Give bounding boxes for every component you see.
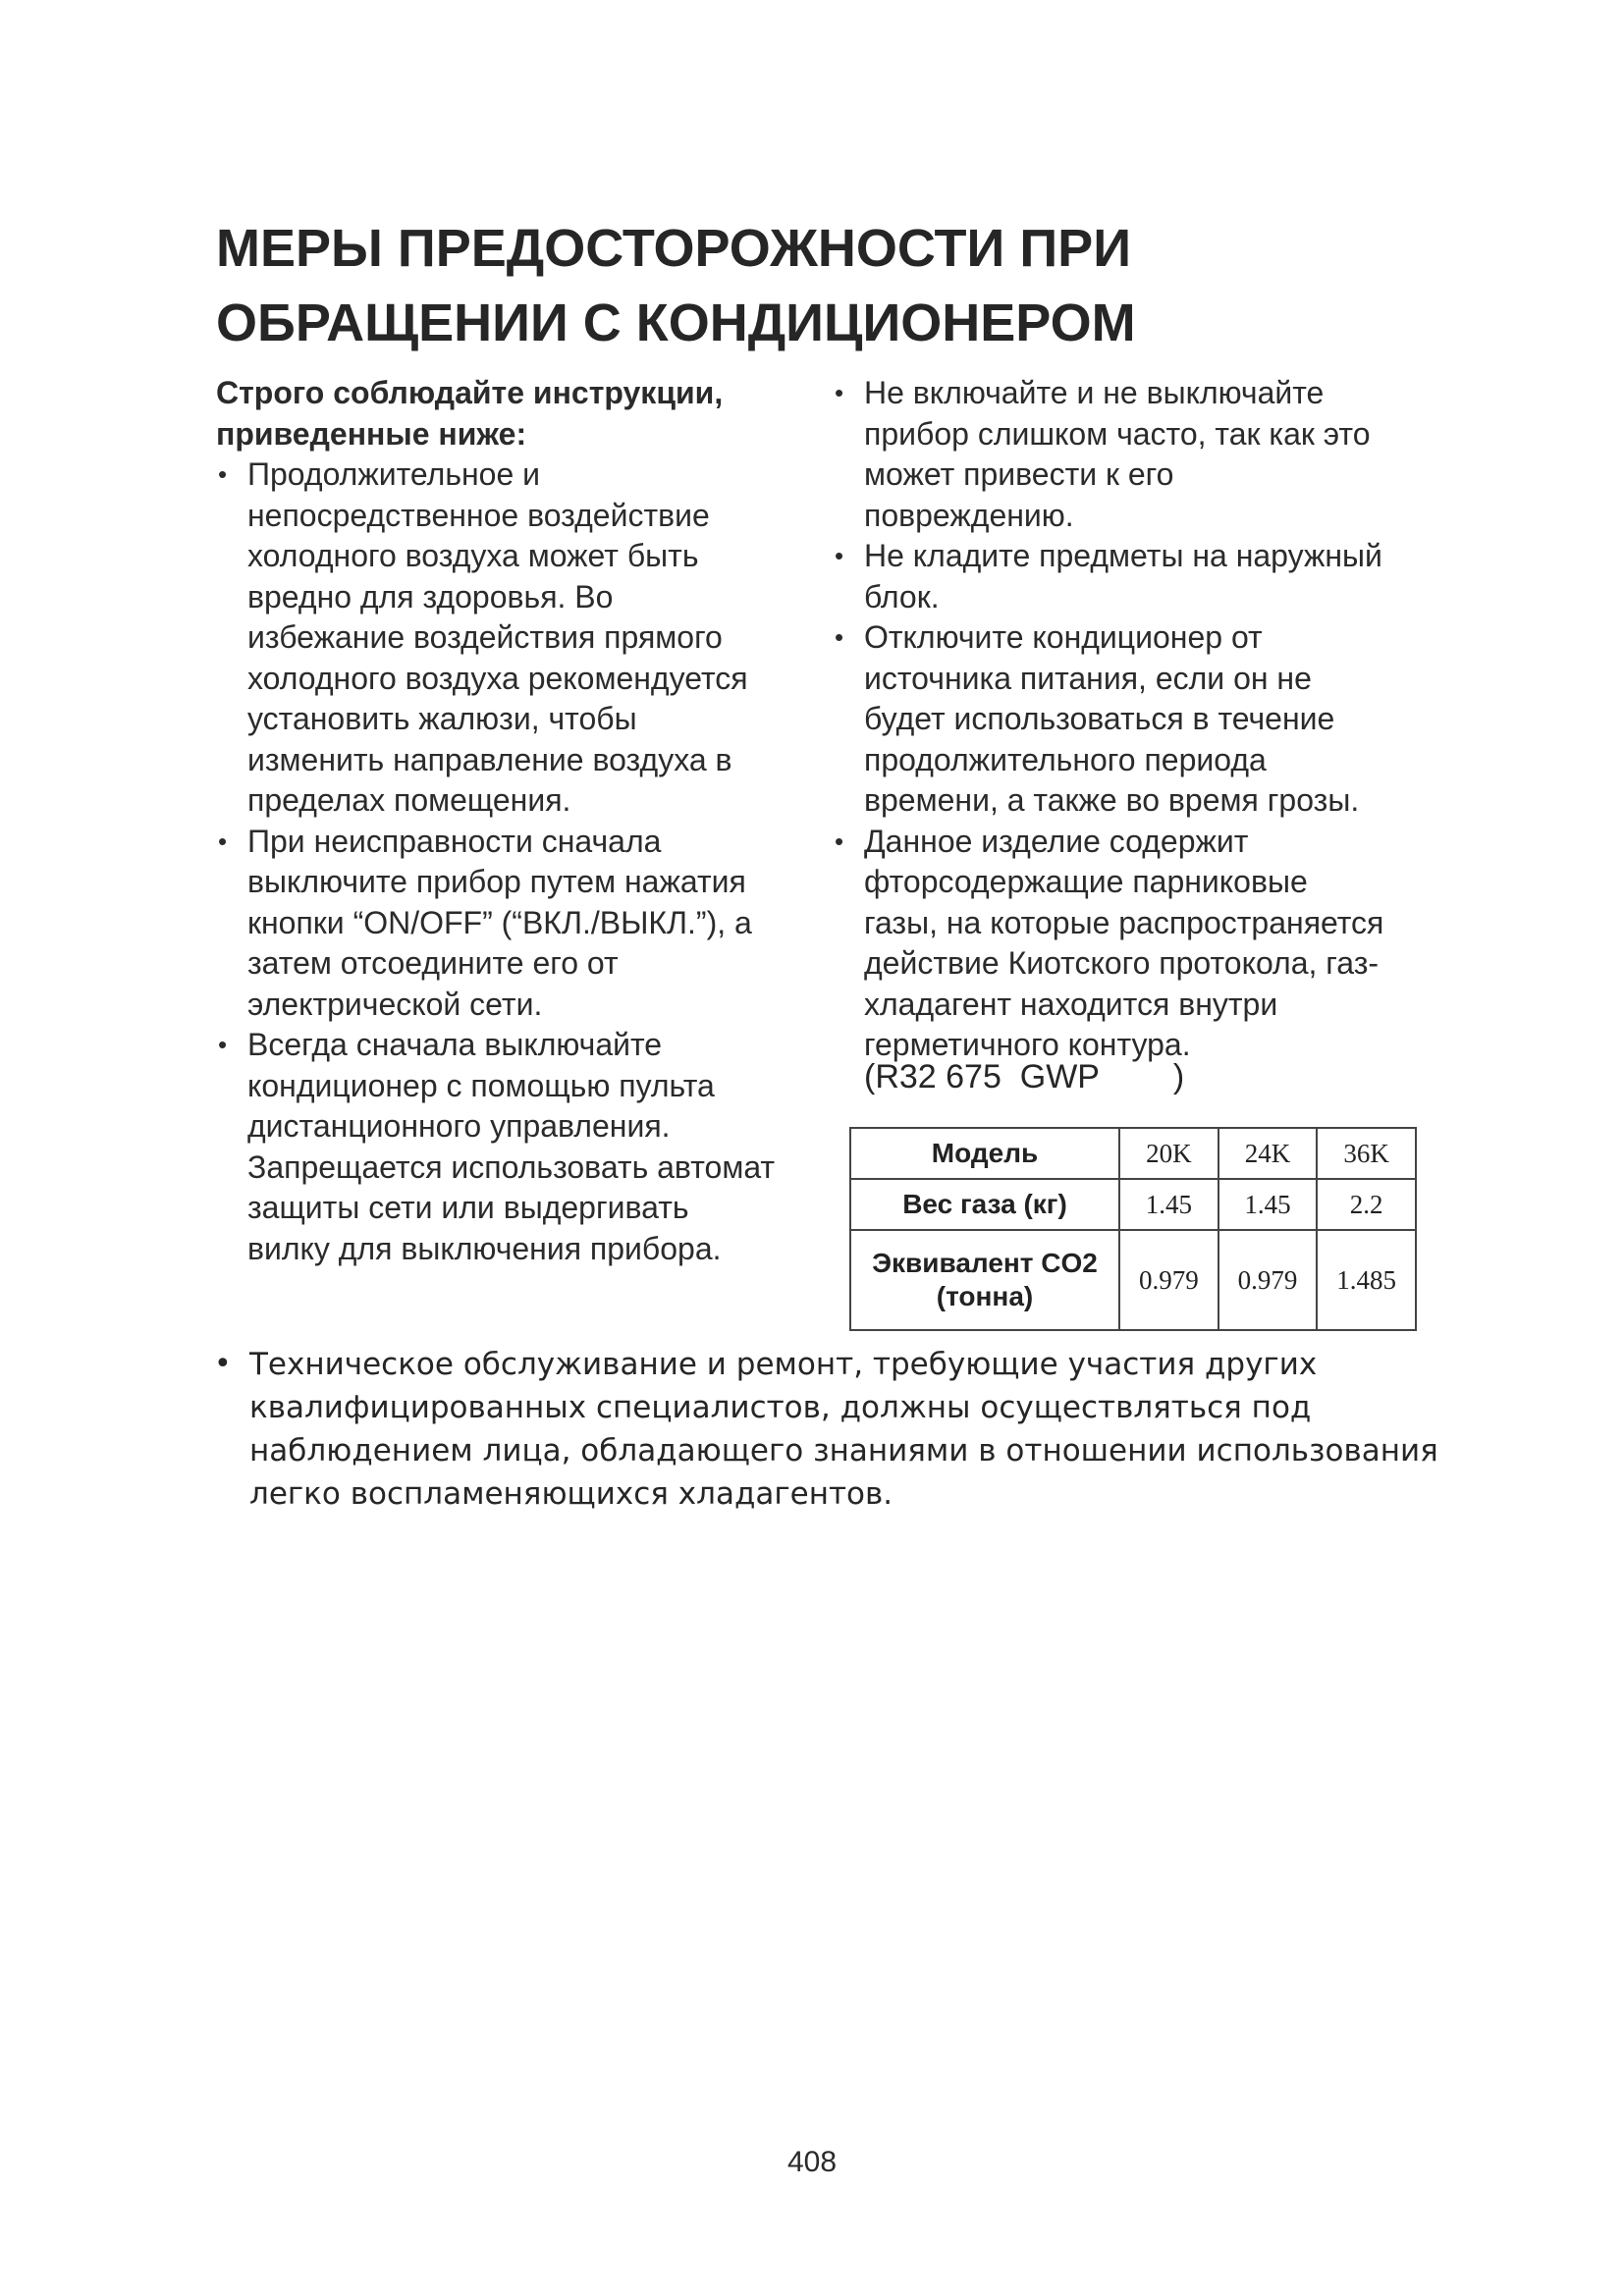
text-line: Данное изделие содержит (864, 823, 1249, 859)
list-item (833, 373, 1422, 536)
text-line: При неисправности сначала (247, 823, 662, 859)
text-line: изменить направление воздуха в (247, 741, 732, 777)
text-line: вредно для здоровья. Во (247, 578, 614, 614)
text-line: холодного воздуха может быть (247, 538, 699, 573)
page-title-line: ОБРАЩЕНИИ С КОНДИЦИОНЕРОМ (216, 294, 1136, 352)
header-cell: 36K (1317, 1128, 1416, 1179)
text-line: времени, а также во время грозы. (864, 782, 1360, 818)
table-cell: 1.45 (1119, 1179, 1218, 1230)
text-line: непосредственное воздействие (247, 497, 710, 533)
text-line: повреждению. (864, 497, 1074, 533)
text-line: Техническое обслуживание и ремонт, требующие участия других (249, 1347, 1318, 1382)
text-line: блок. (864, 578, 940, 614)
row-label: Вес газа (кг) (850, 1179, 1119, 1230)
list-item (216, 822, 805, 1026)
list-item (833, 617, 1422, 822)
text-line: может привести к его (864, 456, 1174, 492)
gas-data-table (849, 1127, 1417, 1331)
text-line: газы, на которые распространяется (864, 904, 1384, 940)
table-row (850, 1230, 1416, 1330)
header-cell: 20K (1119, 1128, 1218, 1179)
text-line: выключите прибор путем нажатия (247, 864, 746, 899)
refrigerant-note: (R32 675 GWP ) (864, 1058, 1185, 1095)
table-cell: 1.485 (1317, 1230, 1416, 1330)
list-item (833, 536, 1422, 617)
text-line: действие Киотского протокола, газ- (864, 945, 1380, 981)
text-line: будет использоваться в течение (864, 701, 1335, 736)
text-line: Не кладите предметы на наружный (864, 538, 1382, 573)
text-line: дистанционного управления. (247, 1108, 671, 1144)
text-line: герметичного контура. (864, 1027, 1191, 1062)
left-bullet-list (216, 454, 805, 1269)
text-line: хладагент находится внутри (864, 986, 1278, 1022)
bullet-icon: • (835, 622, 844, 652)
list-item (833, 822, 1422, 1066)
text-line: пределах помещения. (247, 782, 571, 818)
table-cell: 0.979 (1119, 1230, 1218, 1330)
text-line: легко воспламеняющихся хладагентов. (249, 1476, 893, 1512)
page-title-line: МЕРЫ ПРЕДОСТОРОЖНОСТИ ПРИ (216, 219, 1132, 278)
text-line: Не включайте и не выключайте (864, 375, 1325, 410)
text-line: холодного воздуха рекомендуется (247, 660, 748, 696)
row-label (850, 1230, 1119, 1330)
text-line: Запрещается использовать автомат (247, 1148, 776, 1185)
bullet-icon: • (218, 826, 228, 856)
header-cell: 24K (1218, 1128, 1318, 1179)
text-line: кондиционер с помощью пульта (247, 1067, 715, 1103)
text-line: Всегда сначала выключайте (247, 1027, 663, 1062)
right-column (833, 373, 1422, 1066)
table-row (850, 1179, 1416, 1230)
text-line: наблюдением лица, обладающего знаниями в отношении использования (249, 1433, 1438, 1468)
bullet-icon: • (218, 459, 228, 489)
list-item (216, 454, 805, 822)
table-cell: 0.979 (1218, 1230, 1318, 1330)
page-number: 408 (786, 2146, 838, 2178)
right-bullet-list (833, 373, 1422, 1066)
text-line: источника питания, если он не (864, 660, 1312, 696)
page-title (216, 211, 1443, 360)
table-cell: 2.2 (1317, 1179, 1416, 1230)
text-line: фторсодержащие парниковые (864, 864, 1308, 899)
header-cell-model: Модель (850, 1128, 1119, 1179)
row-label-line: (тонна) (936, 1281, 1034, 1312)
bullet-icon: • (835, 378, 844, 407)
row-label-line: Эквивалент CO2 (872, 1248, 1098, 1279)
text-line: избежание воздействия прямого (247, 619, 723, 655)
service-note (214, 1343, 1453, 1516)
text-line: прибор слишком часто, так как это (864, 415, 1371, 452)
text-line: кнопки “ON/OFF” (“ВКЛ./ВЫКЛ.”), а (247, 904, 752, 940)
text-line: защиты сети или выдергивать (247, 1190, 689, 1225)
text-line: квалифицированных специалистов, должны осуществляться под (249, 1390, 1312, 1425)
left-column (216, 373, 805, 1269)
bullet-icon: • (218, 1030, 228, 1059)
bullet-icon: • (835, 826, 844, 856)
text-line: установить жалюзи, чтобы (247, 701, 637, 736)
bullet-icon: • (214, 1347, 232, 1381)
intro-line: приведенные ниже: (216, 415, 527, 452)
text-line: электрической сети. (247, 986, 543, 1022)
text-line: затем отсоедините его от (247, 945, 619, 981)
instructions-intro (216, 373, 805, 454)
text-line: Отключите кондиционер от (864, 619, 1263, 655)
text-line: Продолжительное и (247, 456, 541, 492)
list-item (216, 1025, 805, 1269)
text-line: продолжительного периода (864, 741, 1267, 777)
table-cell: 1.45 (1218, 1179, 1318, 1230)
intro-line: Строго соблюдайте инструкции, (216, 375, 724, 410)
table-header-row (850, 1128, 1416, 1179)
bullet-icon: • (835, 541, 844, 570)
text-line: вилку для выключения прибора. (247, 1230, 722, 1266)
